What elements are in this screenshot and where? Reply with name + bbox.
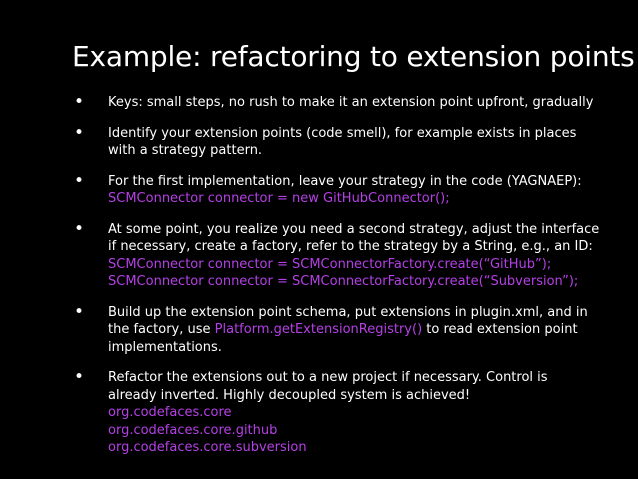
code-snippet: SCMConnector connector = SCMConnectorFactory.create(“GitHub”);	[108, 256, 552, 272]
bullet-line	[108, 142, 594, 160]
bullet-text: with a strategy pattern.	[108, 143, 263, 158]
bullet-line	[108, 94, 594, 112]
bullet-line	[108, 404, 594, 422]
bullet-text: to read extension point	[422, 322, 578, 337]
bullet-item	[74, 369, 594, 457]
bullet-line	[108, 125, 594, 143]
bullet-line	[108, 387, 594, 405]
bullet-line	[108, 190, 594, 208]
code-snippet: SCMConnector connector = new GitHubConnector();	[108, 191, 450, 206]
bullet-line	[108, 304, 594, 322]
bullet-text: At some point, you realize you need a second strategy, adjust the interface	[108, 221, 600, 237]
bullet-line	[108, 339, 594, 357]
code-snippet: org.codefaces.core	[108, 405, 232, 420]
code-snippet: Platform.getExtensionRegistry()	[214, 322, 423, 337]
bullet-dot-icon: •	[74, 170, 85, 191]
bullet-list	[74, 92, 600, 470]
code-snippet: org.codefaces.core.github	[108, 422, 278, 438]
bullet-dot-icon: •	[74, 218, 85, 239]
bullet-line	[108, 173, 594, 191]
bullet-item	[74, 218, 600, 291]
bullet-item	[74, 301, 594, 357]
bullet-text: the factory, use	[108, 322, 215, 337]
bullet-text: implementations.	[108, 339, 222, 355]
bullet-text: Refactor the extensions out to a new project if necessary. Control is	[108, 370, 548, 385]
bullet-line	[108, 273, 594, 291]
bullet-item	[74, 94, 594, 112]
bullet-line	[108, 369, 594, 387]
bullet-text: already inverted. Highly decoupled system is achieved!	[108, 387, 471, 403]
bullet-text: if necessary, create a factory, refer to the strategy by a String, e.g., an ID:	[108, 239, 593, 254]
code-snippet: SCMConnector connector = SCMConnectorFactory.create(“Subversion”);	[108, 274, 579, 289]
bullet-dot-icon: •	[74, 367, 85, 387]
bullet-item	[74, 170, 594, 208]
bullet-text: Build up the extension point schema, put extensions in plugin.xml, and in	[108, 304, 588, 320]
bullet-text: Keys: small steps, no rush to make it an extension point upfront, gradually	[108, 95, 594, 110]
bullet-line	[108, 238, 594, 256]
bullet-line	[108, 439, 594, 457]
bullet-dot-icon: •	[74, 92, 85, 112]
bullet-line	[108, 422, 594, 440]
bullet-line	[108, 321, 594, 339]
code-snippet: org.codefaces.core.subversion	[108, 440, 307, 455]
bullet-dot-icon: •	[74, 122, 85, 143]
bullet-item	[74, 122, 594, 160]
bullet-text: For the first implementation, leave your strategy in the code (YAGNAEP):	[108, 173, 582, 189]
slide-title: Example: refactoring to extension points	[72, 40, 635, 73]
bullet-text: Identify your extension points (code smell), for example exists in places	[108, 125, 577, 141]
bullet-dot-icon: •	[74, 301, 85, 322]
bullet-line	[108, 256, 594, 274]
bullet-line	[108, 221, 600, 239]
